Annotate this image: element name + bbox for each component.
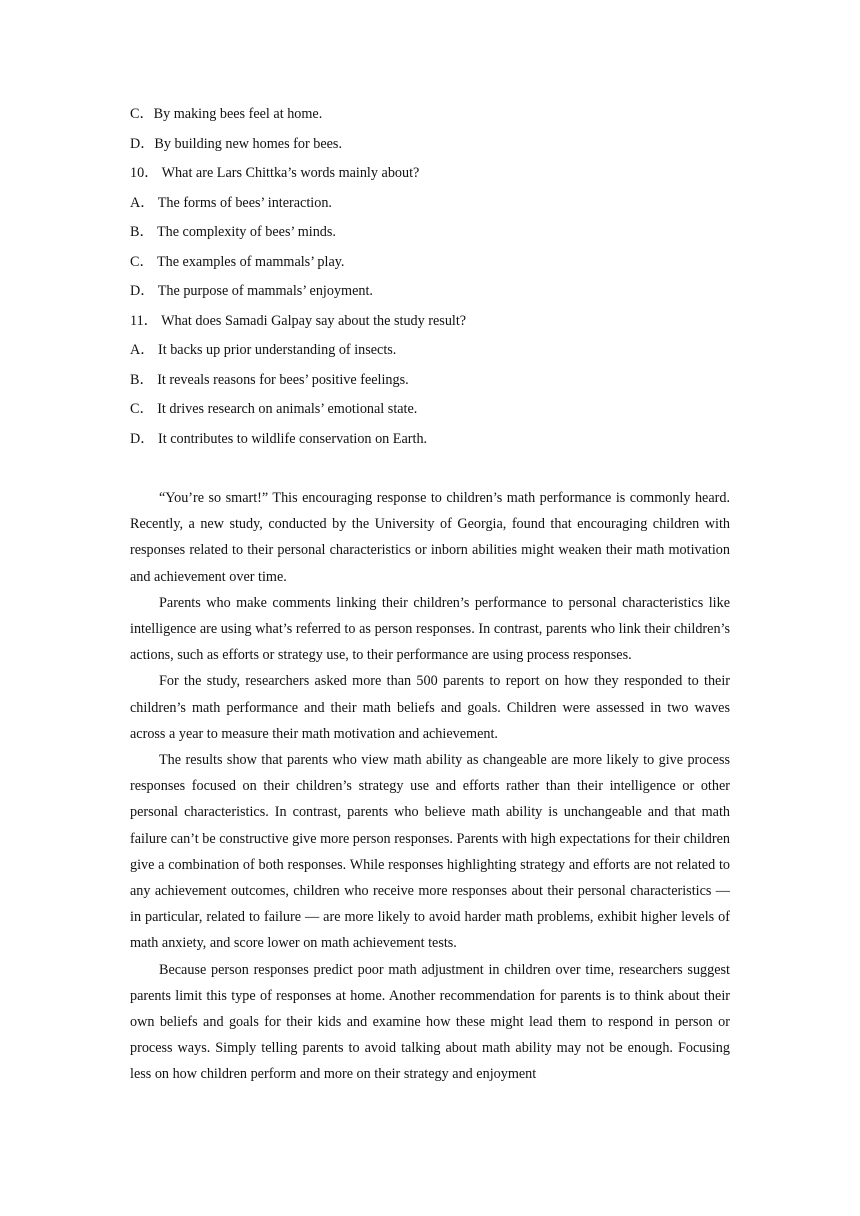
option-11a: A． It backs up prior understanding of insects. [130, 342, 397, 358]
question-10: 10． What are Lars Chittka’s words mainly about? [130, 165, 420, 181]
option-10c: C． The examples of mammals’ play. [130, 253, 345, 270]
section-gap [130, 454, 730, 485]
option-9c: C．By making bees feel at home. [130, 106, 323, 122]
passage-paragraph-5: Because person responses predict poor math adjustment in children over time, researchers suggest parents limit this type of responses at home. Another recommendation for parents is to think about their own beliefs and goals for their kids and examine how these might lead them to respond in person or process ways. Simply telling parents to avoid talking about math ability may not be enough. Focusing less on how children perform and more on their strategy and enjoyment [130, 961, 730, 1083]
question-11: 11． What does Samadi Galpay say about the study result? [130, 312, 467, 329]
passage-paragraph-2: Parents who make comments linking their children’s performance to personal characteristics like intelligence are using what’s referred to as person responses. In contrast, parents who link their children’s actions, such as efforts or strategy use, to their performance are using process responses. [130, 594, 730, 664]
option-9d: D．By building new homes for bees. [130, 135, 342, 152]
passage-paragraph-4: The results show that parents who view math ability as changeable are more likely to give process responses focused on their children’s strategy use and efforts rather than their intelligence or other personal characteristics. In contrast, parents who believe math ability is unchangeable and that math failure can’t be constructive give more person responses. Parents with high expectations for their children give a combination of both responses. While responses highlighting strategy and efforts are not related to any achievement outcomes, children who receive more responses about their personal characteristics — in particular, related to failure — are more likely to avoid harder math problems, exhibit higher levels of math anxiety, and score lower on math achievement tests. [130, 752, 730, 952]
document-page [130, 100, 730, 1088]
option-11c: C． It drives research on animals’ emotional state. [130, 401, 418, 417]
passage-paragraph-1: “You’re so smart!” This encouraging response to children’s math performance is commonly heard. Recently, a new study, conducted by the University of Georgia, found that encouraging children with responses related to their personal characteristics or inborn abilities might weaken their math motivation and achievement over time. [130, 490, 730, 585]
option-10d: D． The purpose of mammals’ enjoyment. [130, 283, 373, 299]
question-options [130, 100, 730, 454]
option-11d: D． It contributes to wildlife conservation on Earth. [130, 430, 428, 447]
reading-passage [130, 485, 730, 1088]
option-10b: B． The complexity of bees’ minds. [130, 224, 336, 240]
option-10a: A． The forms of bees’ interaction. [130, 194, 332, 211]
passage-paragraph-3: For the study, researchers asked more than 500 parents to report on how they responded to their children’s math performance and their math beliefs and goals. Children were assessed in two waves across a year to measure their math motivation and achievement. [130, 673, 730, 742]
option-11b: B． It reveals reasons for bees’ positive feelings. [130, 371, 409, 388]
